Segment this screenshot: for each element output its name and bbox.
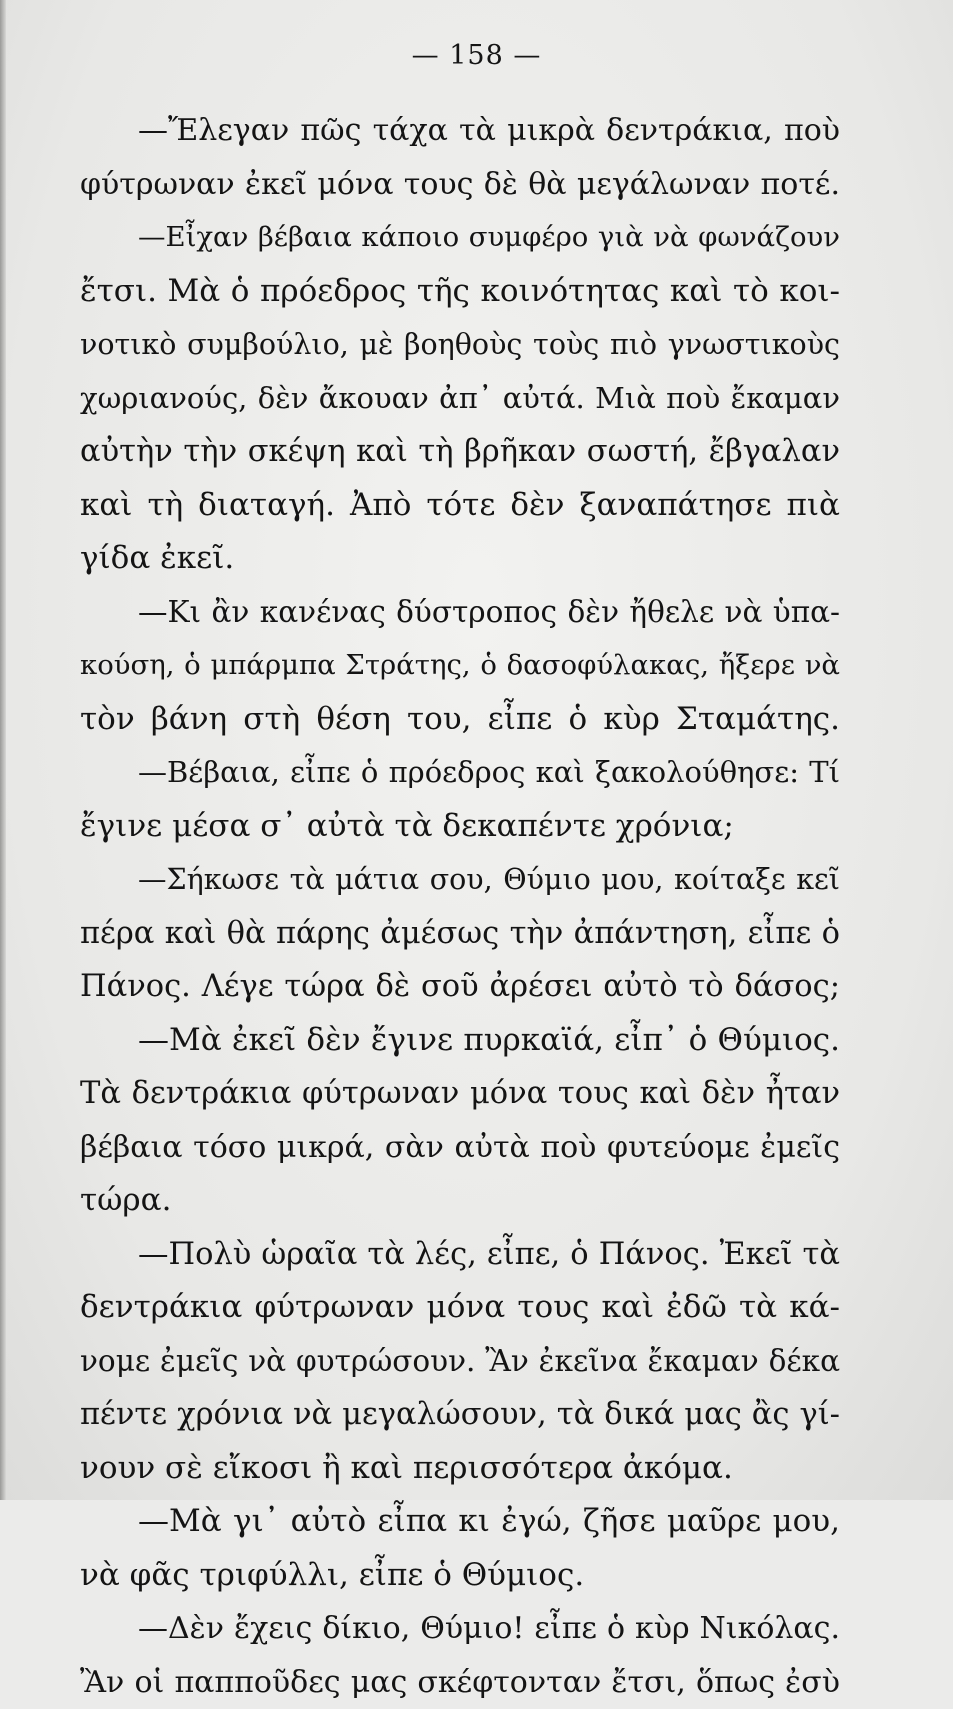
- text-line: νὰ φᾶς τριφύλλι, εἶπε ὁ Θύμιος.: [80, 1549, 840, 1603]
- text-line: τὸν βάνη στὴ θέση του, εἶπε ὁ κὺρ Σταμάτης.: [80, 693, 840, 747]
- text-line: δεντράκια φύτρωναν μόνα τους καὶ ἐδῶ τὰ κά-: [80, 1281, 840, 1335]
- text-line: —Βέβαια, εἶπε ὁ πρόεδρος καὶ ξακολούθησε: Τί: [80, 746, 840, 800]
- text-line: νοτικὸ συμβούλιο, μὲ βοηθοὺς τοὺς πιὸ γνωστικοὺς: [80, 318, 840, 372]
- text-line: —Εἶχαν βέβαια κάποιο συμφέρο γιὰ νὰ φωνάζουν: [80, 211, 840, 265]
- body-text: [80, 104, 840, 1709]
- text-line: νουν σὲ εἴκοσι ἢ καὶ περισσότερα ἀκόμα.: [80, 1442, 840, 1496]
- text-line: —Μὰ ἐκεῖ δὲν ἔγινε πυρκαϊά, εἶπ᾿ ὁ Θύμιος.: [80, 1014, 840, 1068]
- text-line: ἔγινε μέσα σ᾿ αὐτὰ τὰ δεκαπέντε χρόνια;: [80, 800, 840, 854]
- text-line: καὶ τὴ διαταγή. Ἀπὸ τότε δὲν ξαναπάτησε πιὰ: [80, 479, 840, 533]
- page-edge-shadow: [0, 0, 6, 1500]
- text-line: πέντε χρόνια νὰ μεγαλώσουν, τὰ δικά μας ἂς γί-: [80, 1388, 840, 1442]
- text-line: πέρα καὶ θὰ πάρης ἀμέσως τὴν ἀπάντηση, εἶπε ὁ: [80, 907, 840, 961]
- text-line: βέβαια τόσο μικρά, σὰν αὐτὰ ποὺ φυτεύομε ἐμεῖς: [80, 1121, 840, 1175]
- text-line: —Ἔλεγαν πῶς τάχα τὰ μικρὰ δεντράκια, ποὺ: [80, 104, 840, 158]
- text-line: Τὰ δεντράκια φύτρωναν μόνα τους καὶ δὲν ἦταν: [80, 1067, 840, 1121]
- text-line: Πάνος. Λέγε τώρα δὲ σοῦ ἀρέσει αὐτὸ τὸ δάσος;: [80, 960, 840, 1014]
- text-line: Ἂν οἱ παπποῦδες μας σκέφτονταν ἔτσι, ὅπως ἐσὺ: [80, 1656, 840, 1709]
- text-line: —Κι ἂν κανένας δύστροπος δὲν ἤθελε νὰ ὑπα-: [80, 586, 840, 640]
- text-line: —Πολὺ ὡραῖα τὰ λές, εἶπε, ὁ Πάνος. Ἐκεῖ τὰ: [80, 1228, 840, 1282]
- text-line: αὐτὴν τὴν σκέψη καὶ τὴ βρῆκαν σωστή, ἔβγαλαν: [80, 425, 840, 479]
- text-line: κούση, ὁ μπάρμπα Στράτης, ὁ δασοφύλακας, ἤξερε νὰ: [80, 639, 840, 693]
- page-number: — 158 —: [0, 40, 953, 71]
- text-line: —Μὰ γι᾿ αὐτὸ εἶπα κι ἐγώ, ζῆσε μαῦρε μου,: [80, 1495, 840, 1549]
- text-line: γίδα ἐκεῖ.: [80, 532, 840, 586]
- text-line: φύτρωναν ἐκεῖ μόνα τους δὲ θὰ μεγάλωναν ποτέ.: [80, 158, 840, 212]
- text-line: —Σήκωσε τὰ μάτια σου, Θύμιο μου, κοίταξε κεῖ: [80, 853, 840, 907]
- text-line: —Δὲν ἔχεις δίκιο, Θύμιο! εἶπε ὁ κὺρ Νικόλας.: [80, 1602, 840, 1656]
- text-line: νομε ἐμεῖς νὰ φυτρώσουν. Ἂν ἐκεῖνα ἔκαμαν δέκα: [80, 1335, 840, 1389]
- text-line: τώρα.: [80, 1174, 840, 1228]
- text-line: ἔτσι. Μὰ ὁ πρόεδρος τῆς κοινότητας καὶ τὸ κοι-: [80, 265, 840, 319]
- text-line: χωριανούς, δὲν ἄκουαν ἀπ᾿ αὐτά. Μιὰ ποὺ ἔκαμαν: [80, 372, 840, 426]
